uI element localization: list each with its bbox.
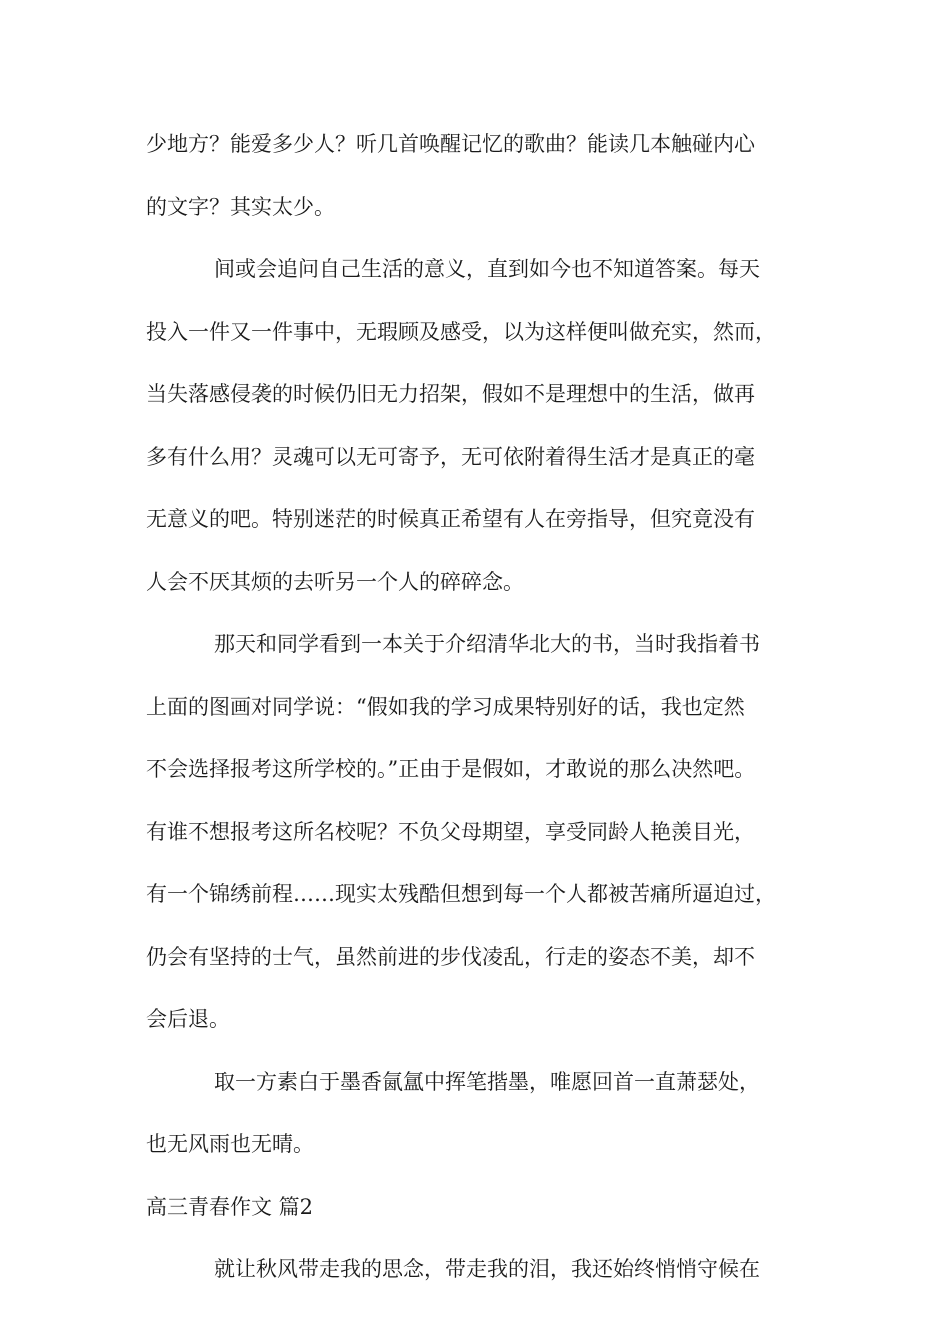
text-line: 人会不厌其烦的去听另一个人的碎碎念。 [146, 569, 524, 594]
paragraph-start-line: 那天和同学看到一本关于介绍清华北大的书，当时我指着书 [214, 632, 760, 656]
text-line: 上面的图画对同学说：“假如我的学习成果特别好的话，我也定然 [146, 694, 745, 719]
text-line: 有谁不想报考这所名校呢？不负父母期望，享受同龄人艳羡目光， [146, 819, 755, 844]
document-body [146, 132, 826, 1320]
text-line: 当失落感侵袭的时候仍旧无力招架，假如不是理想中的生活，做再 [146, 382, 755, 406]
text-line: 的文字？其实太少。 [146, 194, 335, 219]
section-heading: 高三青春作文 篇2 [146, 1194, 314, 1219]
paragraph-start-line: 取一方素白于墨香氤氲中挥笔揩墨，唯愿回首一直萧瑟处， [214, 1069, 760, 1094]
text-line: 有一个锦绣前程……现实太残酷但想到每一个人都被苦痛所逼迫过， [146, 882, 776, 906]
text-line: 多有什么用？灵魂可以无可寄予，无可依附着得生活才是真正的毫 [146, 444, 755, 469]
paragraph-start-line: 就让秋风带走我的思念，带走我的泪，我还始终悄悄守候在 [214, 1257, 760, 1281]
text-line: 投入一件又一件事中，无瑕顾及感受，以为这样便叫做充实，然而， [146, 319, 776, 344]
text-line: 仍会有坚持的士气，虽然前进的步伐凌乱，行走的姿态不美，却不 [146, 944, 755, 969]
text-line: 无意义的吧。特别迷茫的时候真正希望有人在旁指导，但究竟没有 [146, 507, 755, 531]
text-line: 少地方？能爱多少人？听几首唤醒记忆的歌曲？能读几本触碰内心 [146, 132, 755, 156]
text-line: 会后退。 [146, 1007, 230, 1031]
text-line: 不会选择报考这所学校的。”正由于是假如，才敢说的那么决然吧。 [146, 757, 756, 781]
paragraph-start-line: 间或会追问自己生活的意义，直到如今也不知道答案。每天 [214, 257, 760, 281]
text-line: 也无风雨也无晴。 [146, 1132, 314, 1156]
